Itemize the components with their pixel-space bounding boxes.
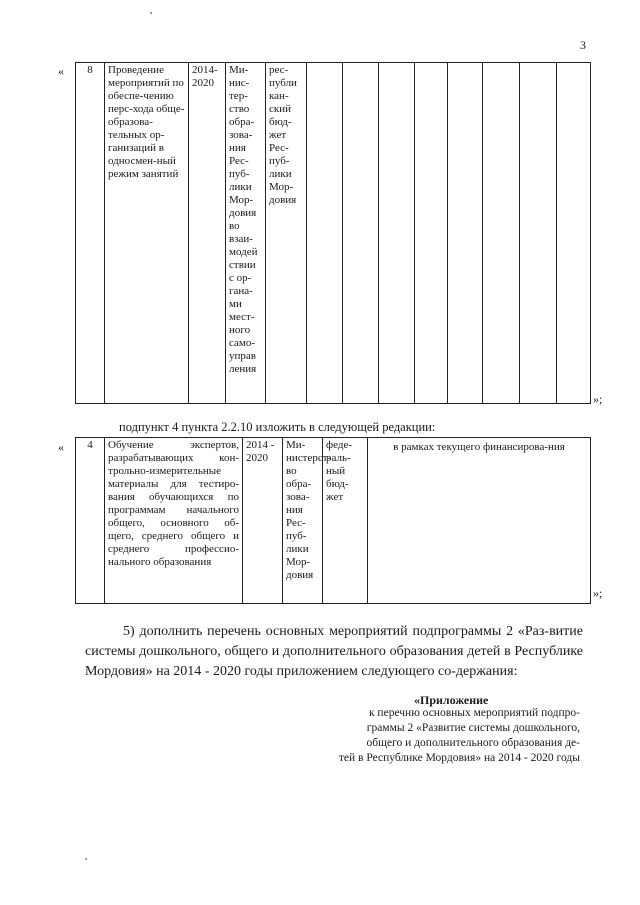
executor-cell: Ми-нистерст-во обра-зова-ния Рес-пуб-лики Мор-довия bbox=[283, 438, 323, 604]
appendix-caption bbox=[310, 706, 580, 766]
source-cell: феде-раль-ный бюд-жет bbox=[323, 438, 368, 604]
row-number: 8 bbox=[76, 63, 105, 404]
appendix-line: граммы 2 «Развитие системы дошкольного, bbox=[366, 722, 580, 734]
table-row bbox=[76, 438, 591, 604]
table-row bbox=[76, 63, 591, 404]
empty-cell bbox=[415, 63, 448, 404]
table1-close-quote: »; bbox=[593, 392, 603, 406]
paragraph-5: 5) дополнить перечень основных мероприятий подпрограммы 2 «Раз-витие системы дошкольного, общего и дополнительного образования детей в Республике Мордовия» на 2014 - 2020 годы приложением следующего со-держания: bbox=[85, 624, 583, 679]
appendix-line: к перечню основных мероприятий подпро- bbox=[368, 707, 580, 719]
page-number: 3 bbox=[580, 38, 586, 52]
table2-open-quote: « bbox=[58, 440, 64, 454]
financing-cell: в рамках текущего финансирова-ния bbox=[368, 438, 591, 604]
activity-table-1 bbox=[75, 62, 591, 404]
empty-cell bbox=[520, 63, 557, 404]
activity-cell: Проведение мероприятий по обеспе-чению перс-хода обще-образова-тельных ор-ганизаций в односмен-ный режим занятий bbox=[105, 63, 189, 404]
row-number: 4 bbox=[76, 438, 105, 604]
appendix-line: общего и дополнительного образования де- bbox=[366, 737, 580, 749]
period-cell: 2014 - 2020 bbox=[243, 438, 283, 604]
empty-cell bbox=[379, 63, 415, 404]
executor-cell: Ми-нис-тер-ство обра-зова-ния Рес-пуб-лики Мор-довия во взаи-модей ствии с ор-гана-ми мест-ного само-управ ления bbox=[226, 63, 266, 404]
table1-open-quote: « bbox=[58, 64, 64, 78]
appendix-title: «Приложение bbox=[414, 693, 489, 707]
scan-speck bbox=[85, 858, 87, 860]
empty-cell bbox=[307, 63, 343, 404]
activity-table-2 bbox=[75, 437, 591, 604]
scan-speck bbox=[150, 12, 152, 14]
empty-cell bbox=[483, 63, 520, 404]
period-cell: 2014-2020 bbox=[189, 63, 226, 404]
empty-cell bbox=[448, 63, 483, 404]
appendix-line: тей в Республике Мордовия» на 2014 - 2020 годы bbox=[338, 752, 580, 764]
source-cell: рес-публи кан-ский бюд-жет Рес-пуб-лики Мор-довия bbox=[266, 63, 307, 404]
empty-cell bbox=[557, 63, 591, 404]
subpoint-text: подпункт 4 пункта 2.2.10 изложить в следующей редакции: bbox=[119, 420, 436, 434]
activity-cell: Обучение экспертов, разрабатывающих кон-трольно-измерительные материалы для тестиро-вания обучающихся по программам начального общего, основного об-щего, среднего общего и среднего профессио-нального образования bbox=[105, 438, 243, 604]
empty-cell bbox=[343, 63, 379, 404]
table2-close-quote: »; bbox=[593, 586, 603, 600]
